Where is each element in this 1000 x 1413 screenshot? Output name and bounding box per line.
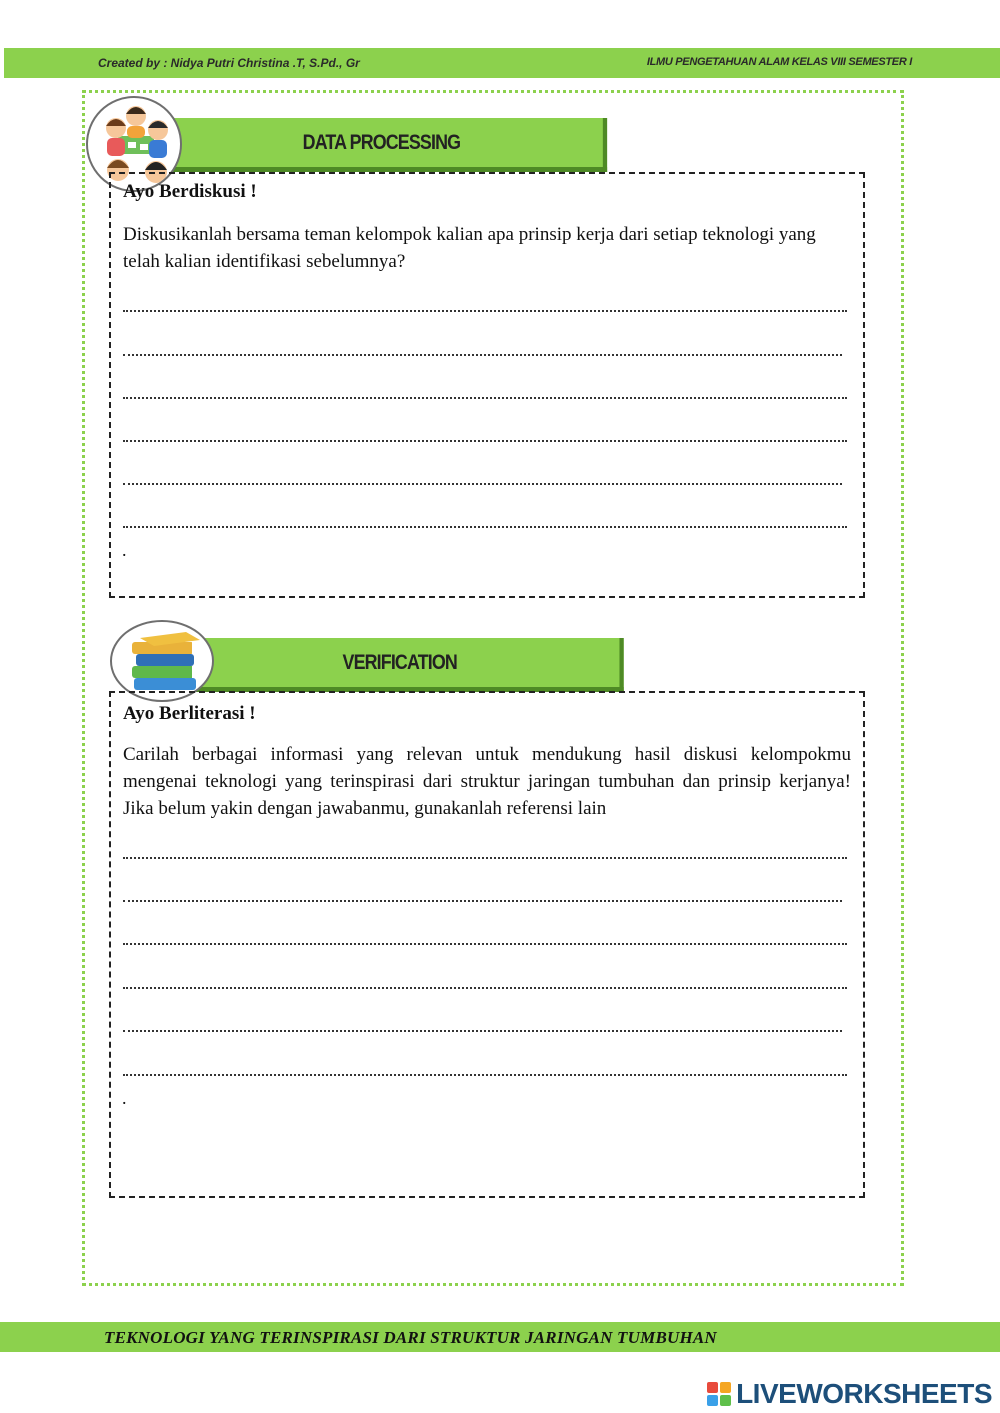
trailing-period: . <box>122 540 127 560</box>
answer-line[interactable] <box>123 857 847 859</box>
brand-name: LIVEWORKSHEETS <box>736 1378 992 1409</box>
answer-line[interactable] <box>123 310 847 312</box>
answer-line[interactable] <box>123 397 847 399</box>
data-processing-banner <box>160 118 607 172</box>
trailing-period: . <box>122 1088 127 1108</box>
verification-title: VERIFICATION <box>342 650 457 674</box>
discussion-instruction: Diskusikanlah bersama teman kelompok kalian apa prinsip kerja dari setiap teknologi yang telah kalian identifikasi sebelumnya? <box>123 224 816 272</box>
data-processing-title: DATA PROCESSING <box>302 130 461 154</box>
books-stack-icon <box>110 620 214 702</box>
literacy-instruction: Carilah berbagai informasi yang relevan untuk mendukung hasil diskusi kelompokmu mengenai teknologi yang terinspirasi dari struktur jaringan tumbuhan dan prinsip kerjanya! Jika belum yakin dengan jawabanmu, gunakanlah referensi lain <box>123 744 851 819</box>
answer-line[interactable] <box>123 987 847 989</box>
discussion-task-title: Ayo Berdiskusi ! <box>123 181 257 202</box>
verification-banner <box>180 638 624 692</box>
liveworksheets-logo-icon <box>706 1381 732 1407</box>
answer-line[interactable] <box>123 1030 842 1032</box>
answer-line[interactable] <box>123 943 847 945</box>
answer-line[interactable] <box>123 440 847 442</box>
answer-line[interactable] <box>123 354 842 356</box>
creator-credit: Created by : Nidya Putri Christina .T, S.Pd., Gr <box>98 56 360 70</box>
footer-topic: TEKNOLOGI YANG TERINSPIRASI DARI STRUKTUR JARINGAN TUMBUHAN <box>104 1328 717 1347</box>
liveworksheets-brand[interactable] <box>706 1378 992 1410</box>
literacy-task-title: Ayo Berliterasi ! <box>123 703 256 724</box>
answer-line[interactable] <box>123 483 842 485</box>
answer-line[interactable] <box>123 900 842 902</box>
answer-line[interactable] <box>123 526 847 528</box>
subject-title: ILMU PENGETAHUAN ALAM KELAS VIII SEMESTER I <box>646 56 912 68</box>
answer-line[interactable] <box>123 1074 847 1076</box>
